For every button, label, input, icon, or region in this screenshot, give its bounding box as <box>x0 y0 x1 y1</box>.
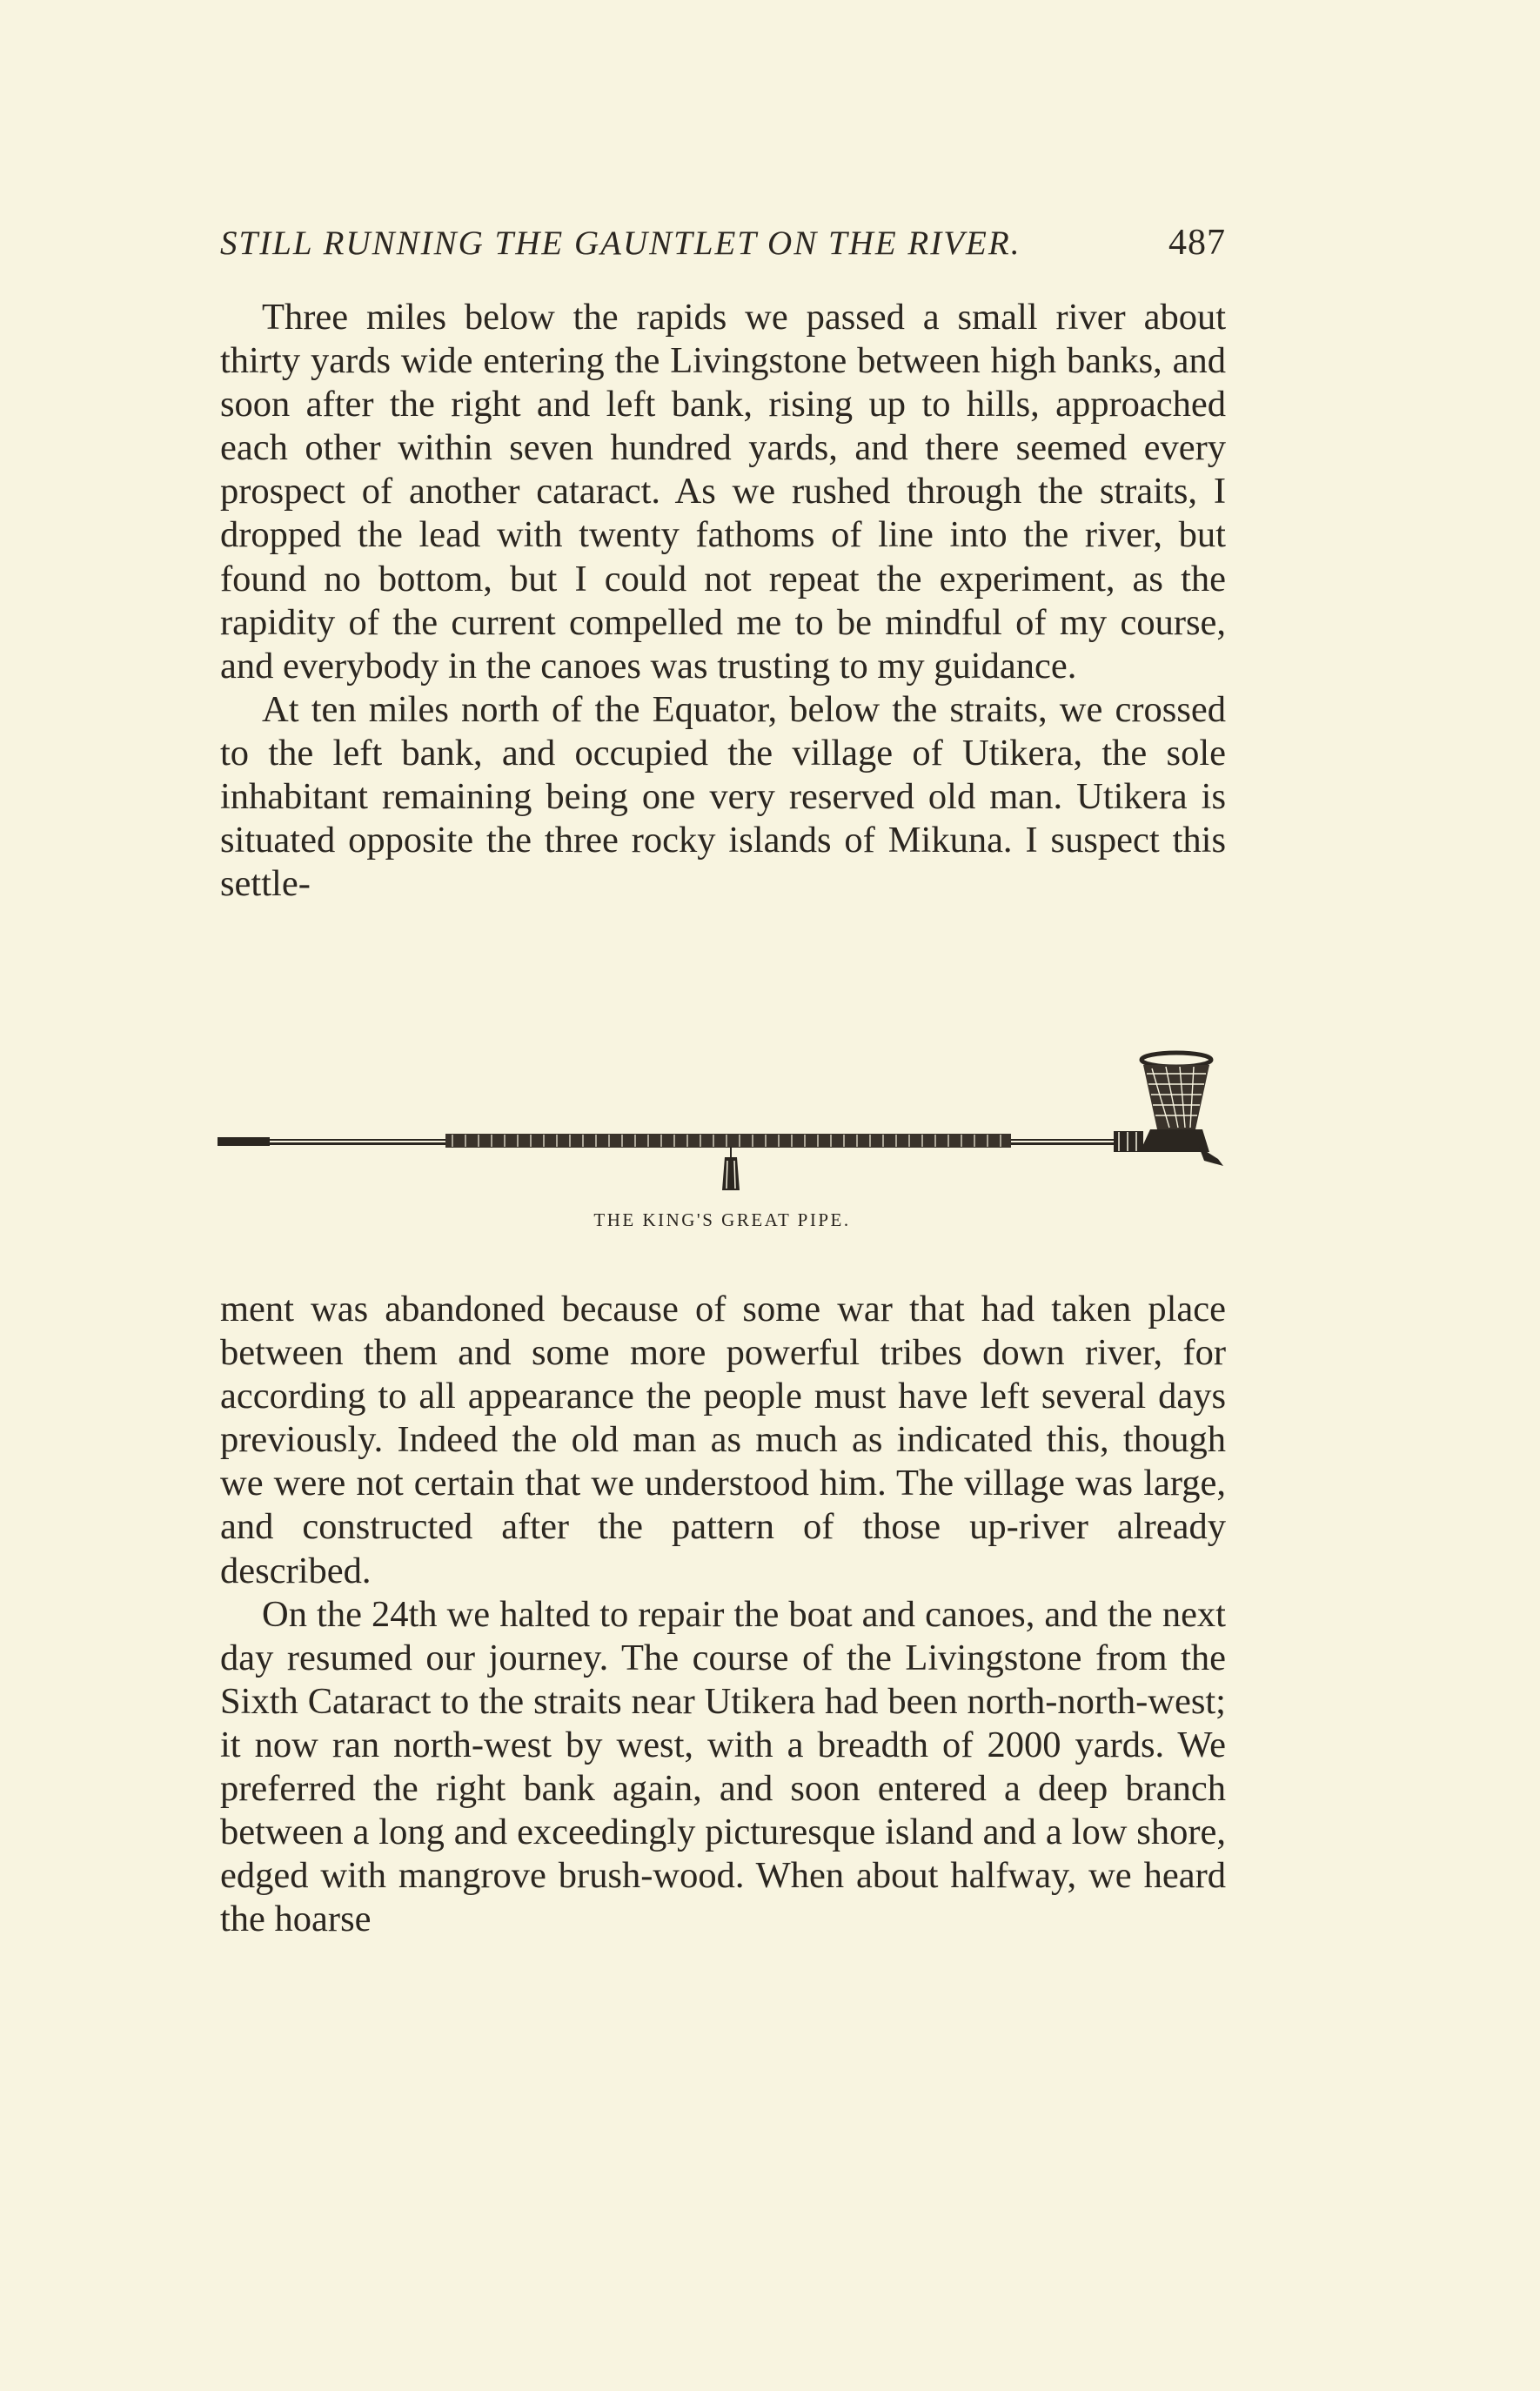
running-head-title: STILL RUNNING THE GAUNTLET ON THE RIVER. <box>220 224 1021 262</box>
pipe-tassel <box>722 1147 740 1190</box>
paragraph: At ten miles north of the Equator, below the straits, we crossed to the left bank, and occupied the village of Utikera, the sole inhabitant remaining being one very reserved old man. Utikera is situated opposite the three rocky islands of Mikuna. I suspect this settle- <box>220 688 1226 905</box>
paragraph: On the 24th we halted to repair the boat and canoes, and the next day resumed our journey. The course of the Livingstone from the Sixth Cataract to the straits near Utikera had been north-north-west; it now ran north-west by west, with a breadth of 2000 yards. We preferred the right bank again, and soon entered a deep branch between a long and exceedingly picturesque island and a low shore, edged with mangrove brush-wood. When about halfway, we heard the hoarse <box>220 1593 1226 1940</box>
body-text-top <box>220 296 1226 906</box>
figure-caption: THE KING'S GREAT PIPE. <box>593 1209 851 1230</box>
page-number: 487 <box>1168 223 1226 263</box>
paragraph: Three miles below the rapids we passed a small river about thirty yards wide entering the Livingstone between high banks, and soon after the right and left bank, rising up to hills, approached each other within seven hundred yards, and there seemed every prospect of another cataract. As we rushed through the straits, I dropped the lead with twenty fathoms of line into the river, but found no bottom, but I could not repeat the experiment, as the rapidity of the current compelled me to be mindful of my course, and everybody in the canoes was trusting to my guidance. <box>220 297 1226 686</box>
pipe-illustration <box>218 1044 1227 1253</box>
paragraph: ment was abandoned because of some war that had taken place between them and some more powerful tribes down river, for according to all appearance the people must have left several days previously. Indeed the old man as much as indicated this, though we were not certain that we understood him. The village was large, and constructed after the pattern of those up-river already described. <box>220 1289 1226 1591</box>
body-text-bottom <box>220 1288 1226 1941</box>
pipe-collar <box>1114 1131 1143 1152</box>
kings-great-pipe-drawing <box>218 1044 1227 1201</box>
pipe-mouthpiece <box>218 1137 270 1146</box>
running-head <box>220 222 1226 271</box>
pipe-bowl <box>1140 1053 1223 1166</box>
